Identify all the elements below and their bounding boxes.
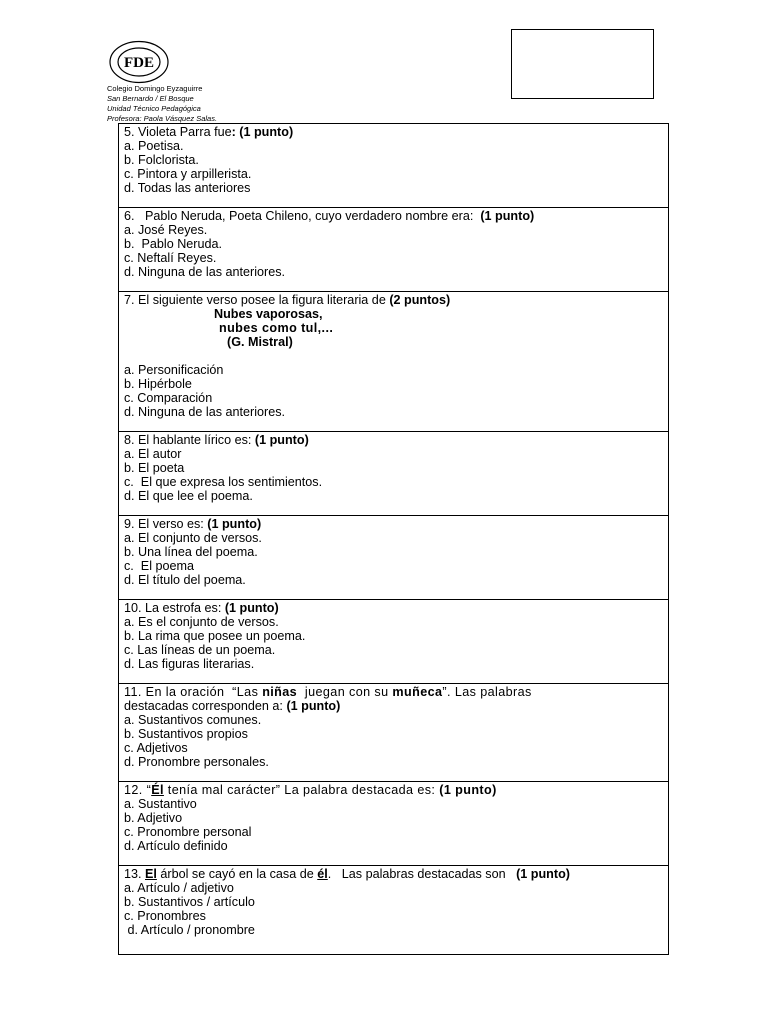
option-b: b. Pablo Neruda.: [124, 237, 223, 251]
question-12: [119, 782, 668, 866]
highlighted-word-el: Él: [151, 783, 164, 797]
option-d: d. Ninguna de las anteriores.: [124, 265, 286, 279]
question-stem-line-2: destacadas corresponden a: (1 punto): [124, 699, 341, 713]
option-d: d. Ninguna de las anteriores.: [124, 405, 286, 419]
option-d: d. Artículo / pronombre: [124, 923, 255, 937]
option-a: a. Sustantivo: [124, 797, 197, 811]
school-unit: Unidad Técnico Pedagógica: [107, 104, 201, 113]
option-c: c. Neftalí Reyes.: [124, 251, 217, 265]
option-c: c. Comparación: [124, 391, 213, 405]
option-d: d. El que lee el poema.: [124, 489, 253, 503]
question-8: [119, 432, 668, 516]
option-a: a. Sustantivos comunes.: [124, 713, 262, 727]
option-b: b. El poeta: [124, 461, 185, 475]
poem-line-1: Nubes vaporosas,: [214, 307, 323, 321]
option-c: c. El que expresa los sentimientos.: [124, 475, 323, 489]
question-9: [119, 516, 668, 600]
poem-line-2: nubes como tul,...: [219, 321, 334, 335]
question-stem: 8. El hablante lírico es: (1 punto): [124, 433, 309, 447]
highlighted-word-ninas: niñas: [262, 685, 298, 699]
question-stem: 10. La estrofa es: (1 punto): [124, 601, 279, 615]
question-stem: 7. El siguiente verso posee la figura literaria de (2 puntos): [124, 293, 451, 307]
poem-author: (G. Mistral): [227, 335, 293, 349]
quiz-table: [118, 123, 669, 955]
option-b: b. La rima que posee un poema.: [124, 629, 306, 643]
option-c: c. El poema: [124, 559, 194, 573]
option-a: a. Artículo / adjetivo: [124, 881, 234, 895]
question-11: [119, 684, 668, 782]
question-stem: 9. El verso es: (1 punto): [124, 517, 262, 531]
highlighted-word-el-pronoun: él: [317, 867, 328, 881]
option-b: b. Sustantivos / artículo: [124, 895, 255, 909]
question-stem: 12. “Él tenía mal carácter” La palabra destacada es: (1 punto): [124, 783, 497, 797]
highlighted-word-muneca: muñeca: [392, 685, 443, 699]
option-c: c. Las líneas de un poema.: [124, 643, 276, 657]
option-d: d. Artículo definido: [124, 839, 228, 853]
question-5: [119, 124, 668, 208]
question-6: [119, 208, 668, 292]
option-d: d. El título del poema.: [124, 573, 246, 587]
option-a: a. El autor: [124, 447, 182, 461]
option-c: c. Adjetivos: [124, 741, 188, 755]
school-logo: [108, 40, 170, 84]
highlighted-word-el-article: El: [145, 867, 157, 881]
question-stem: 13. El árbol se cayó en la casa de él. Las palabras destacadas son (1 punto): [124, 867, 570, 881]
option-c: c. Pintora y arpillerista.: [124, 167, 252, 181]
option-b: b. Folclorista.: [124, 153, 199, 167]
option-c: c. Pronombre personal: [124, 825, 252, 839]
option-a: a. José Reyes.: [124, 223, 208, 237]
option-b: b. Adjetivo: [124, 811, 183, 825]
option-a: a. El conjunto de versos.: [124, 531, 262, 545]
option-a: a. Personificación: [124, 363, 224, 377]
question-10: [119, 600, 668, 684]
question-stem: 6. Pablo Neruda, Poeta Chileno, cuyo verdadero nombre era: (1 punto): [124, 209, 535, 223]
option-d: d. Todas las anteriores: [124, 181, 251, 195]
option-d: d. Pronombre personales.: [124, 755, 269, 769]
school-location: San Bernardo / El Bosque: [107, 94, 194, 103]
question-stem: 5. Violeta Parra fue: (1 punto): [124, 125, 294, 139]
logo-text: FDE: [124, 55, 154, 71]
school-info: [107, 84, 217, 124]
grade-box: [511, 29, 654, 99]
option-a: a. Poetisa.: [124, 139, 184, 153]
question-7: [119, 292, 668, 432]
school-name: Colegio Domingo Eyzaguirre: [107, 84, 203, 93]
question-stem: 11. En la oración “Las niñas juegan con su muñeca”. Las palabras: [124, 685, 532, 699]
question-13: [119, 866, 668, 954]
option-b: b. Sustantivos propios: [124, 727, 248, 741]
option-d: d. Las figuras literarias.: [124, 657, 255, 671]
teacher-name: Profesora: Paola Vásquez Salas.: [107, 114, 218, 123]
option-a: a. Es el conjunto de versos.: [124, 615, 279, 629]
option-c: c. Pronombres: [124, 909, 206, 923]
option-b: b. Hipérbole: [124, 377, 192, 391]
option-b: b. Una línea del poema.: [124, 545, 258, 559]
